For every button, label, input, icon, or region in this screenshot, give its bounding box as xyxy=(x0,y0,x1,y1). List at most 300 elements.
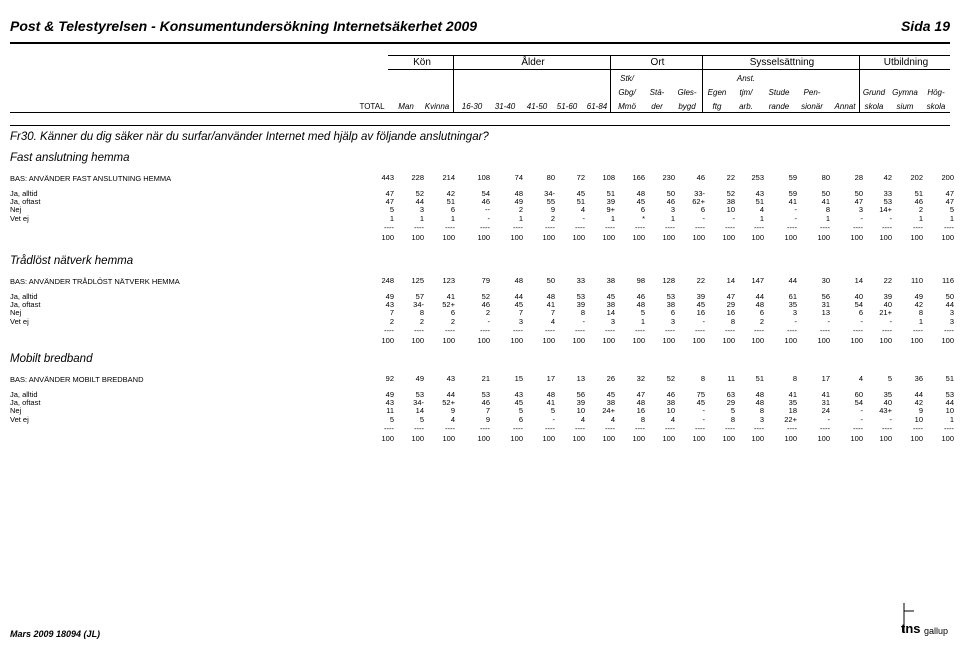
separator-dashes: ---- xyxy=(913,423,923,433)
table-cell: 16 xyxy=(726,308,735,318)
base-value: 147 xyxy=(751,276,764,285)
table-cell: 5 xyxy=(949,205,954,215)
total-value: 100 xyxy=(722,232,735,242)
row-label: Ja, oftast xyxy=(10,300,41,310)
separator-dashes: ---- xyxy=(545,423,555,433)
table-cell: 53 xyxy=(481,390,490,399)
table-cell: 46 xyxy=(481,398,490,408)
table-cell: 47 xyxy=(385,197,394,207)
table-cell: 3 xyxy=(858,205,863,215)
row-label: Nej xyxy=(10,406,22,416)
column-header: Stk/ xyxy=(620,74,634,83)
table-cell: 2 xyxy=(419,316,424,326)
base-value: 14 xyxy=(854,276,863,285)
table-cell: 45 xyxy=(696,300,705,310)
total-value: 100 xyxy=(542,335,555,345)
separator-dashes: ---- xyxy=(414,423,424,433)
table-cell: 4 xyxy=(580,414,585,424)
table-cell: 45 xyxy=(636,197,645,207)
table-cell: 1 xyxy=(640,316,645,326)
total-value: 100 xyxy=(817,232,830,242)
table-cell: 38 xyxy=(606,398,615,408)
table-cell: 3 xyxy=(610,316,615,326)
column-header: skola xyxy=(864,102,884,111)
table-cell: 8 xyxy=(825,205,830,215)
group-divider xyxy=(859,55,860,112)
table-cell: 45 xyxy=(514,300,523,310)
base-value: 17 xyxy=(546,374,555,383)
column-header: Pen- xyxy=(803,88,821,97)
separator-dashes: ---- xyxy=(445,423,455,433)
table-cell: 5 xyxy=(550,406,555,416)
table-cell: 2 xyxy=(550,213,555,223)
table-cell: - xyxy=(552,414,555,424)
column-header: Gymna xyxy=(892,88,918,97)
separator-dashes: ---- xyxy=(575,325,585,335)
column-header: Man xyxy=(398,102,414,111)
table-cell: - xyxy=(487,213,490,223)
table-cell: 8 xyxy=(640,414,645,424)
table-cell: 50 xyxy=(854,189,863,198)
table-cell: 2 xyxy=(759,316,764,326)
table-cell: 5 xyxy=(419,414,424,424)
row-label: Nej xyxy=(10,308,22,318)
table-cell: 44 xyxy=(514,292,523,301)
column-header: Mmö xyxy=(618,102,636,111)
table-cell: 31 xyxy=(821,300,830,310)
base-value: 51 xyxy=(945,374,954,383)
table-cell: 42 xyxy=(446,189,455,198)
row-label: Ja, alltid xyxy=(10,390,38,399)
column-header: sium xyxy=(896,102,914,111)
table-cell: 18 xyxy=(788,406,797,416)
table-cell: 4 xyxy=(580,205,585,215)
base-value: 44 xyxy=(788,276,797,285)
table-cell: - xyxy=(794,205,797,215)
group-label: Utbildning xyxy=(883,57,929,68)
separator-dashes: ---- xyxy=(665,222,675,232)
table-cell: - xyxy=(702,213,705,223)
table-cell: 52+ xyxy=(442,300,455,310)
column-header: Egen xyxy=(707,88,727,97)
separator-dashes: ---- xyxy=(665,423,675,433)
separator-dashes: ---- xyxy=(635,423,645,433)
column-header: 61-84 xyxy=(586,102,608,111)
total-value: 100 xyxy=(722,335,735,345)
base-value: 166 xyxy=(632,173,645,182)
table-cell: 31 xyxy=(821,398,830,408)
table-cell: 39 xyxy=(606,197,615,207)
banner-group-line xyxy=(388,69,950,70)
svg-text:tns: tns xyxy=(901,621,921,636)
group-divider xyxy=(702,55,703,112)
table-cell: 1 xyxy=(450,213,455,223)
separator-dashes: ---- xyxy=(853,423,863,433)
row-label: Ja, alltid xyxy=(10,189,38,198)
table-cell: 38 xyxy=(666,398,675,408)
separator-dashes: ---- xyxy=(480,222,490,232)
separator-dashes: ---- xyxy=(725,325,735,335)
total-value: 100 xyxy=(879,232,892,242)
table-cell: 6 xyxy=(640,205,645,215)
table-cell: 49 xyxy=(914,292,923,301)
separator-dashes: ---- xyxy=(513,325,523,335)
separator-dashes: ---- xyxy=(944,423,954,433)
table-cell: - xyxy=(702,406,705,416)
table-cell: 2 xyxy=(485,308,490,318)
table-cell: 5 xyxy=(730,406,735,416)
total-value: 100 xyxy=(941,232,954,242)
table-cell: 8 xyxy=(918,308,923,318)
separator-dashes: ---- xyxy=(384,423,394,433)
separator-dashes: ---- xyxy=(725,423,735,433)
column-header: Kvinna xyxy=(424,102,450,111)
table-cell: 48 xyxy=(636,398,645,408)
table-cell: 41 xyxy=(546,398,555,408)
table-cell: 8 xyxy=(730,414,735,424)
base-value: 230 xyxy=(662,173,675,182)
table-cell: 54 xyxy=(854,300,863,310)
separator-dashes: ---- xyxy=(545,325,555,335)
table-cell: 48 xyxy=(755,398,764,408)
table-cell: 34- xyxy=(413,300,424,310)
base-value: 22 xyxy=(883,276,892,285)
table-cell: 41 xyxy=(821,390,830,399)
total-value: 100 xyxy=(879,335,892,345)
separator-dashes: ---- xyxy=(787,423,797,433)
total-value: 100 xyxy=(442,433,455,443)
total-value: 100 xyxy=(572,433,585,443)
table-cell: * xyxy=(642,213,645,223)
table-cell: 41 xyxy=(821,197,830,207)
total-value: 100 xyxy=(510,335,523,345)
base-value: 80 xyxy=(821,173,830,182)
group-divider xyxy=(610,55,611,112)
base-value: 33 xyxy=(576,276,585,285)
base-value: 49 xyxy=(415,374,424,383)
total-value: 100 xyxy=(632,335,645,345)
total-value: 100 xyxy=(784,232,797,242)
total-value: 100 xyxy=(411,232,424,242)
separator-dashes: ---- xyxy=(820,222,830,232)
table-cell: - xyxy=(732,213,735,223)
base-value: 46 xyxy=(696,173,705,182)
question-text: Fr30. Känner du dig säker när du surfar/använder Internet med hjälp av följande anslutningar? xyxy=(10,131,489,143)
table-cell: 46 xyxy=(636,292,645,301)
column-header: Gles- xyxy=(677,88,697,97)
base-value: 248 xyxy=(381,276,394,285)
base-value: 125 xyxy=(411,276,424,285)
table-cell: 39 xyxy=(576,300,585,310)
table-cell: 24+ xyxy=(602,406,615,416)
separator-dashes: ---- xyxy=(545,222,555,232)
base-value: 98 xyxy=(636,276,645,285)
table-cell: 10 xyxy=(666,406,675,416)
base-value: 110 xyxy=(911,276,923,285)
base-value: 22 xyxy=(726,173,735,182)
base-value: 202 xyxy=(910,173,923,182)
table-cell: 49 xyxy=(385,390,394,399)
base-value: 21 xyxy=(481,374,490,383)
total-value: 100 xyxy=(477,433,490,443)
table-cell: 59 xyxy=(788,189,797,198)
table-cell: 46 xyxy=(481,300,490,310)
row-label: Nej xyxy=(10,205,22,215)
table-cell: 44 xyxy=(945,300,954,310)
separator-dashes: ---- xyxy=(445,325,455,335)
table-cell: 50 xyxy=(821,189,830,198)
table-cell: 10 xyxy=(945,406,954,416)
table-cell: - xyxy=(827,316,830,326)
separator-dashes: ---- xyxy=(384,325,394,335)
table-cell: 16 xyxy=(696,308,705,318)
table-cell: 44 xyxy=(945,398,954,408)
base-value: 5 xyxy=(887,374,892,383)
table-cell: 1 xyxy=(918,213,923,223)
table-cell: 39 xyxy=(576,398,585,408)
base-value: 14 xyxy=(726,276,735,285)
separator-dashes: ---- xyxy=(635,222,645,232)
base-value: 48 xyxy=(514,276,523,285)
table-cell: 22+ xyxy=(784,414,797,424)
table-cell: - xyxy=(860,213,863,223)
table-cell: 39 xyxy=(696,292,705,301)
total-value: 100 xyxy=(817,433,830,443)
table-cell: 44 xyxy=(446,390,455,399)
total-value: 100 xyxy=(751,433,764,443)
table-cell: 7 xyxy=(485,406,490,416)
table-cell: 6 xyxy=(700,205,705,215)
total-value: 100 xyxy=(632,232,645,242)
total-value: 100 xyxy=(692,433,705,443)
total-value: 100 xyxy=(910,232,923,242)
separator-dashes: ---- xyxy=(445,222,455,232)
base-value: 36 xyxy=(914,374,923,383)
base-value: 200 xyxy=(941,173,954,182)
total-value: 100 xyxy=(411,335,424,345)
column-header: 41-50 xyxy=(526,102,548,111)
table-cell: 46 xyxy=(481,197,490,207)
table-cell: -- xyxy=(485,205,490,215)
base-value: 15 xyxy=(514,374,523,383)
base-value: 123 xyxy=(442,276,455,285)
table-cell: 8 xyxy=(580,308,585,318)
separator-dashes: ---- xyxy=(605,325,615,335)
column-header: tjm/ xyxy=(739,88,753,97)
table-cell: 1 xyxy=(419,213,424,223)
table-cell: - xyxy=(860,316,863,326)
total-value: 100 xyxy=(662,335,675,345)
table-cell: - xyxy=(794,213,797,223)
table-cell: 10 xyxy=(726,205,735,215)
table-cell: 6 xyxy=(759,308,764,318)
table-cell: 42 xyxy=(914,398,923,408)
table-cell: 48 xyxy=(514,189,523,198)
table-cell: 5 xyxy=(518,406,523,416)
table-cell: 1 xyxy=(389,213,394,223)
table-cell: 52 xyxy=(415,189,424,198)
table-cell: 52 xyxy=(481,292,490,301)
table-cell: 3 xyxy=(670,205,675,215)
separator-dashes: ---- xyxy=(695,325,705,335)
table-cell: 3 xyxy=(670,316,675,326)
column-header: Stude xyxy=(768,88,790,97)
table-cell: 2 xyxy=(918,205,923,215)
base-value: 13 xyxy=(576,374,585,383)
table-cell: 52 xyxy=(726,189,735,198)
separator-dashes: ---- xyxy=(754,325,764,335)
separator-dashes: ---- xyxy=(882,423,892,433)
table-cell: 43 xyxy=(755,189,764,198)
table-cell: 53 xyxy=(666,292,675,301)
table-cell: 53 xyxy=(945,390,954,399)
column-header: 51-60 xyxy=(556,102,578,111)
total-value: 100 xyxy=(477,232,490,242)
tns-gallup-logo xyxy=(898,603,950,641)
separator-dashes: ---- xyxy=(480,423,490,433)
table-cell: 13 xyxy=(821,308,830,318)
column-header: TOTAL xyxy=(359,102,385,111)
column-header: Stä- xyxy=(649,88,665,97)
table-cell: 1 xyxy=(825,213,830,223)
table-cell: 14 xyxy=(606,308,615,318)
table-cell: - xyxy=(487,316,490,326)
separator-dashes: ---- xyxy=(913,222,923,232)
table-cell: 42 xyxy=(914,300,923,310)
table-cell: 1 xyxy=(759,213,764,223)
table-cell: 60 xyxy=(854,390,863,399)
question-rule xyxy=(10,125,950,126)
table-cell: 45 xyxy=(606,292,615,301)
table-cell: - xyxy=(860,406,863,416)
row-label: Vet ej xyxy=(10,414,29,424)
separator-dashes: ---- xyxy=(944,222,954,232)
base-value: 116 xyxy=(942,276,954,285)
table-cell: 4 xyxy=(450,414,455,424)
table-cell: 61 xyxy=(788,292,797,301)
table-cell: 55 xyxy=(546,197,555,207)
separator-dashes: ---- xyxy=(820,423,830,433)
table-cell: 14+ xyxy=(879,205,892,215)
base-value: 11 xyxy=(727,374,735,383)
base-value: 253 xyxy=(751,173,764,182)
column-header: 31-40 xyxy=(494,102,516,111)
table-cell: 3 xyxy=(792,308,797,318)
table-cell: 38 xyxy=(606,300,615,310)
base-value: 214 xyxy=(442,173,455,182)
table-cell: 53 xyxy=(576,292,585,301)
table-cell: 29 xyxy=(726,398,735,408)
table-cell: - xyxy=(582,316,585,326)
table-cell: 45 xyxy=(514,398,523,408)
table-cell: 48 xyxy=(755,390,764,399)
table-cell: 6 xyxy=(670,308,675,318)
table-cell: 4 xyxy=(670,414,675,424)
total-value: 100 xyxy=(510,433,523,443)
table-cell: 53 xyxy=(415,390,424,399)
table-cell: 62+ xyxy=(692,197,705,207)
section-title: Mobilt bredband xyxy=(10,353,93,365)
base-value: 4 xyxy=(858,374,863,383)
column-header: sionär xyxy=(801,102,823,111)
table-cell: - xyxy=(827,414,830,424)
base-value: 92 xyxy=(385,374,394,383)
table-cell: 63 xyxy=(726,390,735,399)
table-cell: 54 xyxy=(854,398,863,408)
group-label: Kön xyxy=(413,57,431,68)
base-value: 80 xyxy=(546,173,555,182)
table-cell: 50 xyxy=(945,292,954,301)
column-header: skola xyxy=(926,102,946,111)
base-value: 228 xyxy=(411,173,424,182)
table-cell: 50 xyxy=(666,189,675,198)
header-rule xyxy=(10,42,950,44)
base-value: 8 xyxy=(792,374,797,383)
separator-dashes: ---- xyxy=(635,325,645,335)
table-cell: 46 xyxy=(666,197,675,207)
table-cell: 47 xyxy=(385,189,394,198)
table-cell: 1 xyxy=(949,213,954,223)
total-value: 100 xyxy=(850,433,863,443)
separator-dashes: ---- xyxy=(513,222,523,232)
total-value: 100 xyxy=(477,335,490,345)
table-cell: 41 xyxy=(788,197,797,207)
page-number: Sida 19 xyxy=(900,18,950,34)
banner-top-line xyxy=(388,55,950,56)
column-header: arb. xyxy=(739,102,753,111)
group-label: Ort xyxy=(650,57,665,68)
total-value: 100 xyxy=(381,232,394,242)
table-cell: 21+ xyxy=(879,308,892,318)
separator-dashes: ---- xyxy=(414,222,424,232)
separator-dashes: ---- xyxy=(754,423,764,433)
total-value: 100 xyxy=(542,433,555,443)
total-value: 100 xyxy=(751,335,764,345)
row-label: Ja, oftast xyxy=(10,197,41,207)
base-value: 28 xyxy=(854,173,863,182)
table-cell: - xyxy=(582,213,585,223)
table-cell: 9+ xyxy=(606,205,615,215)
row-label: Ja, oftast xyxy=(10,398,41,408)
total-value: 100 xyxy=(542,232,555,242)
total-value: 100 xyxy=(817,335,830,345)
total-value: 100 xyxy=(850,232,863,242)
table-cell: 51 xyxy=(914,189,923,198)
table-cell: 43+ xyxy=(879,406,892,416)
total-value: 100 xyxy=(572,335,585,345)
table-cell: 51 xyxy=(606,189,615,198)
table-cell: 34- xyxy=(413,398,424,408)
table-cell: 49 xyxy=(514,197,523,207)
total-value: 100 xyxy=(910,433,923,443)
table-cell: 45 xyxy=(696,398,705,408)
section-title: Trådlöst nätverk hemma xyxy=(10,255,134,267)
base-value: 22 xyxy=(696,276,705,285)
column-header: Gbg/ xyxy=(618,88,636,97)
table-cell: 48 xyxy=(546,390,555,399)
separator-dashes: ---- xyxy=(787,325,797,335)
separator-dashes: ---- xyxy=(695,222,705,232)
separator-dashes: ---- xyxy=(853,325,863,335)
table-cell: 44 xyxy=(914,390,923,399)
row-label: Vet ej xyxy=(10,213,29,223)
table-cell: 11 xyxy=(386,406,394,416)
table-cell: 52+ xyxy=(442,398,455,408)
separator-dashes: ---- xyxy=(513,423,523,433)
base-label: BAS: ANVÄNDER MOBILT BREDBAND xyxy=(10,375,144,384)
base-value: 8 xyxy=(700,374,705,383)
column-header: der xyxy=(651,102,663,111)
